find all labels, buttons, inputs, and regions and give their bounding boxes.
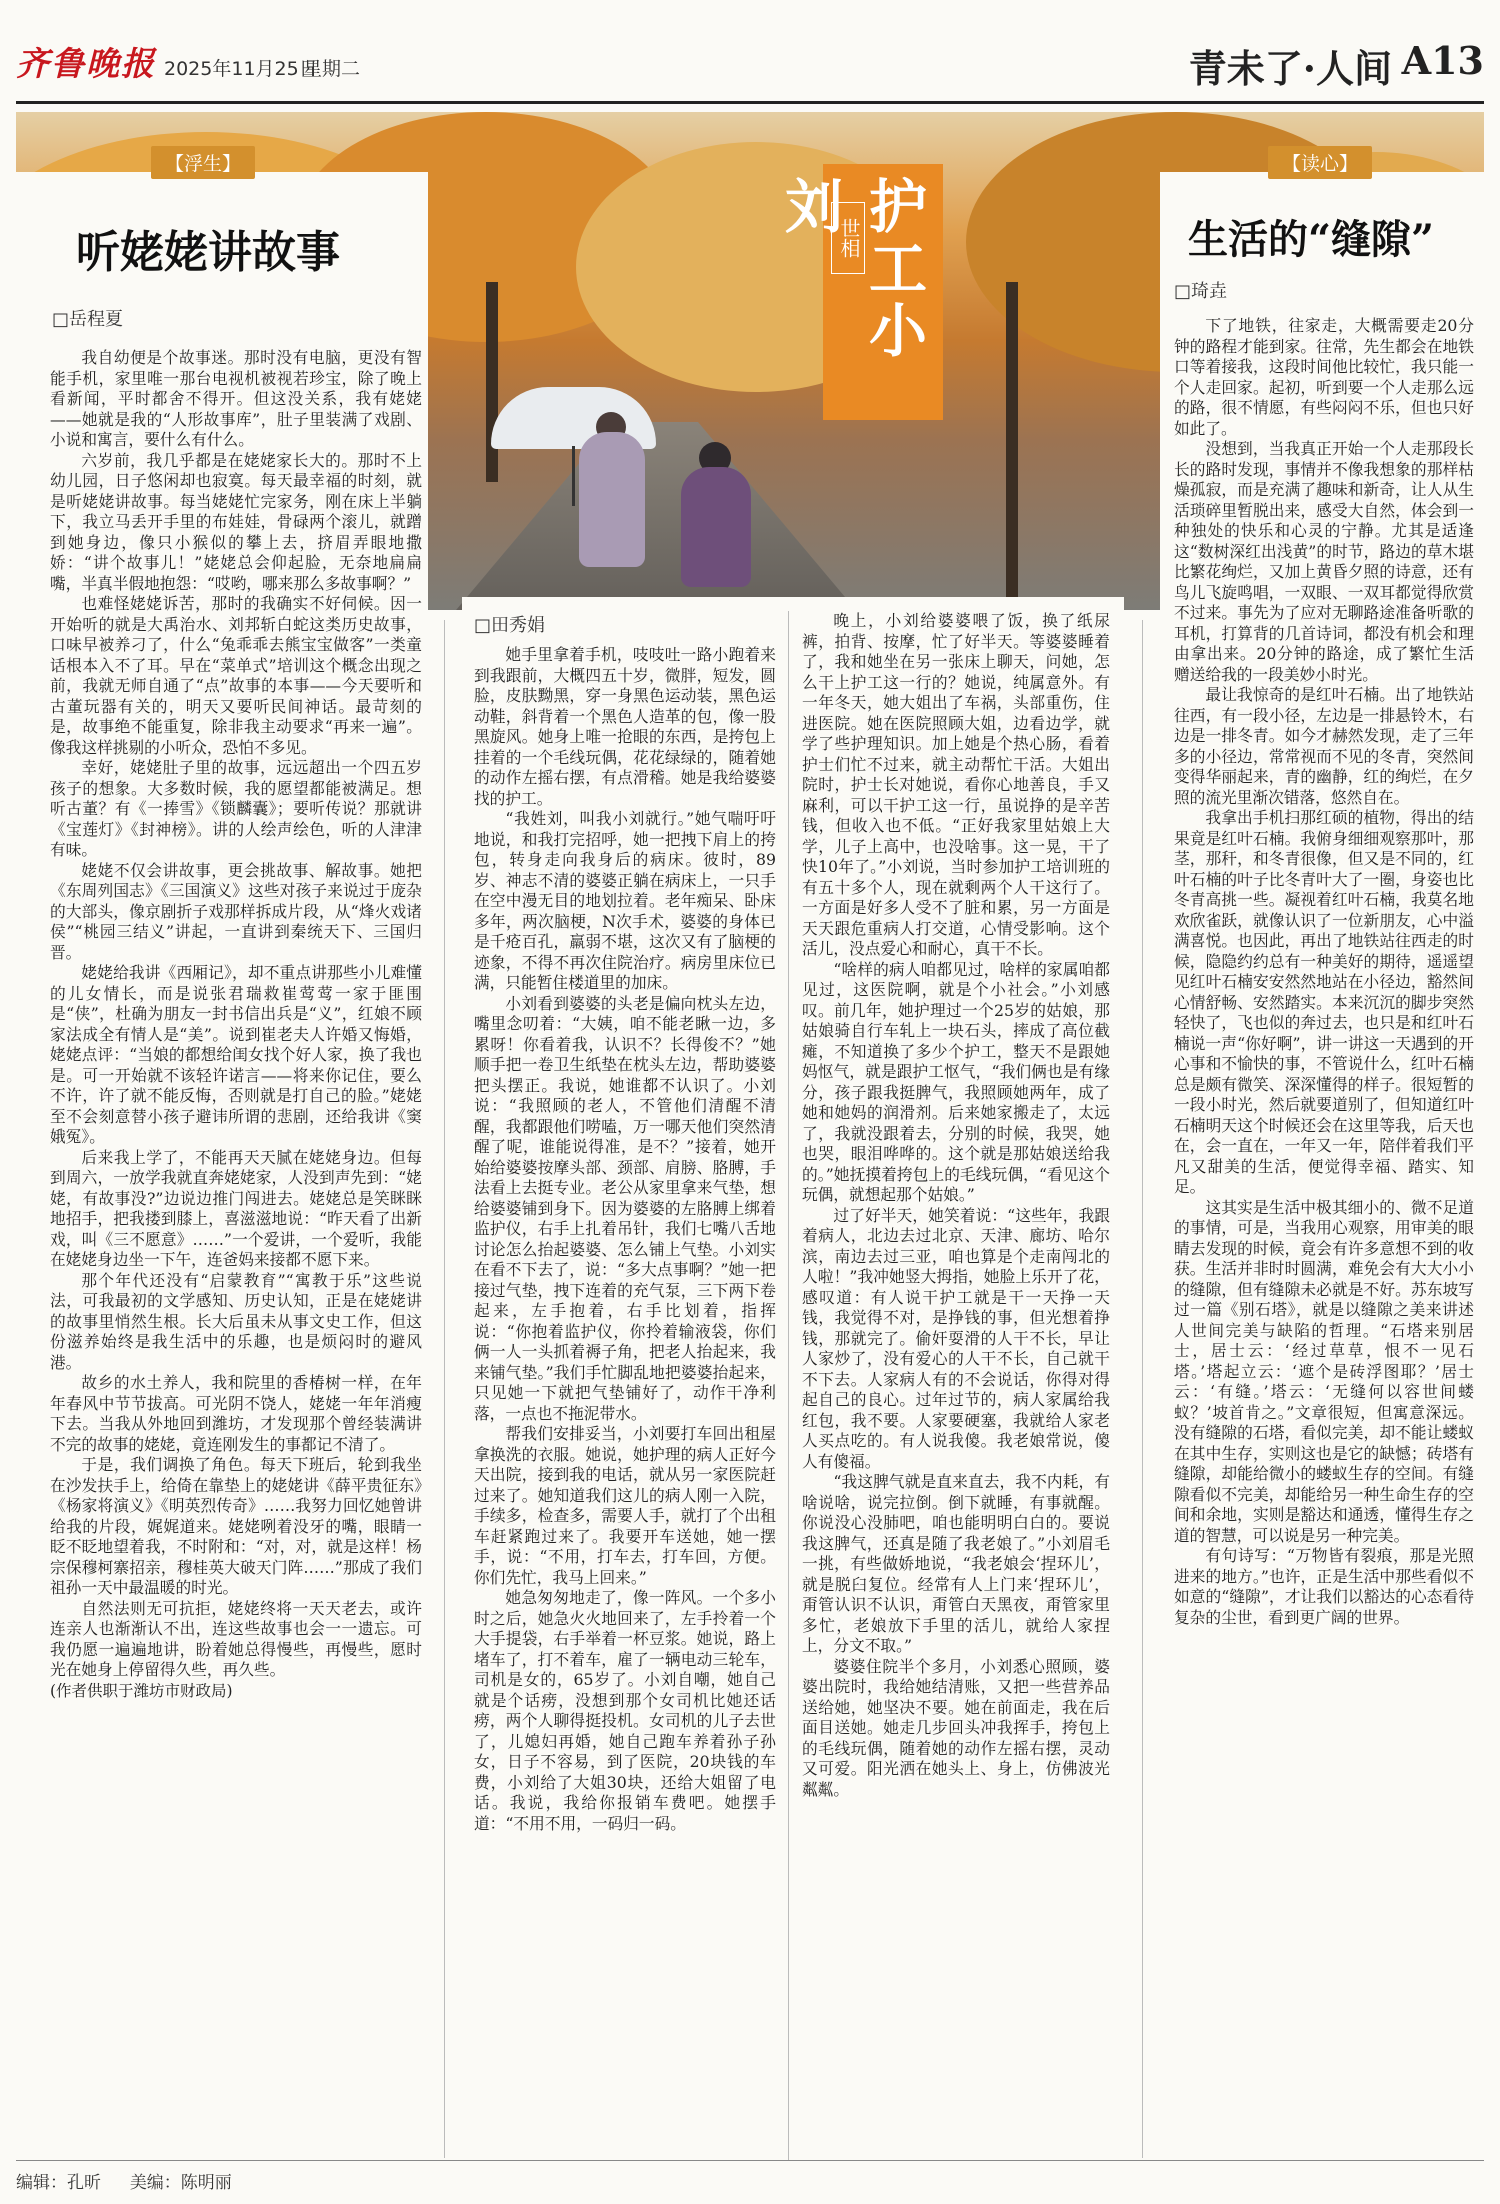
article-body	[50, 348, 422, 1701]
paragraph: 最让我惊奇的是红叶石楠。出了地铁站往西，有一段小径，左边是一排悬铃木，右边是一排冬青。如今才赫然发现，走了三年多的小径边，常常视而不见的冬青，突然间变得华丽起来，青的幽静，红的绚烂，在夕照的流光里渐次错落，悠然自在。	[1174, 685, 1474, 807]
column-divider	[444, 620, 445, 2158]
paragraph: “我姓刘，叫我小刘就行。”她气喘吁吁地说，和我打完招呼，她一把拽下肩上的挎包，转身走向我身后的病床。彼时，89岁、神志不清的婆婆正躺在病床上，一只手在空中漫无目的地划拉着。老年痴呆、卧床多年，两次脑梗，N次手术，婆婆的身体已是千疮百孔，羸弱不堪，这次又有了脑梗的迹象，不得不再次住院治疗。病房里床位已满，只能暂住楼道里的加床。	[474, 809, 776, 992]
article-body	[1174, 316, 1474, 1628]
paragraph: 下了地铁，往家走，大概需要走20分钟的路程才能到家。往常，先生都会在地铁口等着接我，这段时间他比较忙，我只能一个人走回家。起初，听到要一个人走那么远的路，很不情愿，有些闷闷不乐，但也只好如此了。	[1174, 316, 1474, 438]
header-divider	[16, 101, 1484, 104]
designer-credit: 美编：陈明丽	[129, 2173, 232, 2193]
article-body-col2	[802, 611, 1110, 1800]
paragraph: 她急匆匆地走了，像一阵风。一个多小时之后，她急火火地回来了，左手拎着一个大手提袋，右手举着一杯豆浆。她说，路上堵车了，打不着车，雇了一辆电动三轮车，司机是女的，65岁了。小刘自嘲，她自己就是个话痨，没想到那个女司机比她还话痨，两个人聊得挺投机。女司机的儿子去世了，儿媳妇再婚，她自己跑车养着孙子孙女，日子不容易，到了医院，20块钱的车费，小刘给了大姐30块，还给大姐留了电话。我说，我给你报销车费吧。她摆手道：“不用不用，一码归一码。	[474, 1588, 776, 1833]
article-title: 听姥姥讲故事	[76, 227, 340, 278]
paragraph: 没想到，当我真正开始一个人走那段长长的路时发现，事情并不像我想象的那样枯燥孤寂，而是充满了趣味和新奇，让人从生活琐碎里暂脱出来，感受大自然，体会到一种独处的快乐和心灵的宁静。尤其是适逢这“数树深红出浅黄”的时节，路边的草木堪比繁花绚烂，又加上黄昏夕照的诗意，还有鸟儿飞旋鸣唱，一双眼、一双耳都觉得欣赏不过来。事先为了应对无聊路途准备听歌的耳机，打算背的几首诗词，都没有机会和理由拿出来。20分钟的路途，成了繁忙生活赠送给我的一段美妙小时光。	[1174, 439, 1474, 684]
paragraph: 自然法则无可抗拒，姥姥终将一天天老去，或许连亲人也渐渐认不出，连这些故事也会一一遗忘。可我仍愿一遍遍地讲，盼着她总得慢些，再慢些，愿时光在她身上停留得久些，再久些。	[50, 1598, 422, 1679]
paragraph: 那个年代还没有“启蒙教育”“寓教于乐”这些说法，可我最初的文学感知、历史认知，正是在姥姥讲的故事里悄然生根。长大后虽未从事文史工作，但这份滋养始终是我生活中的乐趣，也是烦闷时的避风港。	[50, 1270, 422, 1372]
paragraph: 六岁前，我几乎都是在姥姥家长大的。那时不上幼儿园，日子悠闲却也寂寞。每天最幸福的时刻，就是听姥姥讲故事。每当姥姥忙完家务，刚在床上半躺下，我立马丢开手里的布娃娃，骨碌两个滚儿，就蹭到她身边，像只小猴似的攀上去，挤眉弄眼地撒娇：“讲个故事儿！”姥姥总会仰起脸，无奈地扁扁嘴，半真半假地抱怨：“哎哟，哪来那么多故事啊？”	[50, 450, 422, 593]
paragraph: 姥姥不仅会讲故事，更会挑故事、解故事。她把《东周列国志》《三国演义》这些对孩子来说过于庞杂的大部头，像京剧折子戏那样拆成片段，从“烽火戏诸侯”“桃园三结义”讲起，一直讲到秦统天下、三国归晋。	[50, 860, 422, 962]
paragraph: 我拿出手机扫那红硕的植物，得出的结果竟是红叶石楠。我俯身细细观察那叶，那茎，那秆，和冬青很像，但又是不同的，红叶石楠的叶子比冬青叶大了一圈，身姿也比冬青高挑一些。凝视着红叶石楠，我莫名地欢欣雀跃，就像认识了一位新朋友，心中溢满喜悦。也因此，再出了地铁站往西走的时候，隐隐约约总有一种美好的期待，遥遥望见红叶石楠安安然然地站在小径边，豁然间心情舒畅、安然踏实。本来沉沉的脚步突然轻快了，飞也似的奔过去，也只是和红叶石楠说一声“你好啊”，讲一讲这一天遇到的开心事和不愉快的事，不管说什么，红叶石楠总是颇有微笑、深深懂得的样子。很短暂的一段小时光，然后就要道别了，但知道红叶石楠明天这个时候还会在这里等我，后天也在，会一直在，一年又一年，陪伴着我们平凡又甜美的生活，便觉得幸福、踏实、知足。	[1174, 808, 1474, 1196]
section-tag: 【读心】	[1268, 146, 1372, 179]
article-author: □琦垚	[1174, 281, 1228, 302]
paragraph: 姥姥给我讲《西厢记》，却不重点讲那些小儿难懂的儿女情长，而是说张君瑞救崔莺莺一家于匪围是“侠”，杜确为朋友一封书信出兵是“义”，红娘不顾家法成全有情人是“美”。说到崔老夫人许婚又悔婚，姥姥点评：“当娘的都想给闺女找个好人家，换了我也是。可一开始就不该轻许诺言——将来你记住，要么不许，许了就不能反悔，否则就是打自己的脸。”姥姥至不会刻意替小孩子避讳所谓的悲剧，还给我讲《窦娥冤》。	[50, 963, 422, 1146]
page-footer	[16, 2168, 232, 2193]
author-note: (作者供职于潍坊市财政局)	[50, 1681, 233, 1700]
article-body-col1	[474, 645, 776, 1834]
article-title: 生活的“缝隙”	[1188, 216, 1435, 263]
section-tag: 世相	[831, 202, 865, 274]
article-author: □田秀娟	[474, 615, 546, 636]
editor-credit: 编辑：孔昕	[16, 2173, 101, 2193]
paragraph: 过了好半天，她笑着说：“这些年，我跟着病人，北边去过北京、天津、廊坊、哈尔滨，南边去过三亚，咱也算是个走南闯北的人啦！”我冲她竖大拇指，她脸上乐开了花，感叹道：有人说干护工就是干一天挣一天钱，我觉得不对，是挣钱的事，但光想着挣钱，那就完了。偷奸耍滑的人干不长，早让人家炒了，没有爱心的人干不长，自己就干不下去。人家病人有的不会说话，你得对得起自己的良心。过年过节的，病人家属给我红包，我不要。人家要硬塞，我就给人家老人买点吃的。有人说我傻。我老娘常说，傻人有傻福。	[802, 1205, 1110, 1471]
paragraph: 幸好，姥姥肚子里的故事，远远超出一个四五岁孩子的想象。大多数时候，我的愿望都能被满足。想听古董？有《一捧雪》《锁麟囊》；要听传说？那就讲《宝莲灯》《封神榜》。讲的人绘声绘色，听的人津津有味。	[50, 758, 422, 859]
paragraph: 小刘看到婆婆的头老是偏向枕头左边，嘴里念叨着：“大姨，咱不能老瞅一边，多累呀！你看着我，认识不？长得俊不？”她顺手把一卷卫生纸垫在枕头左边，帮助婆婆把头摆正。我说，她谁都不认识了。小刘说：“我照顾的老人，不管他们清醒不清醒，我都跟他们唠嗑，万一哪天他们突然清醒了呢，谁能说得准，是不？”接着，她开始给婆婆按摩头部、颈部、肩膀、胳膊，手法看上去挺专业。老公从家里拿来气垫，想给婆婆铺到身下。因为婆婆的左胳膊上绑着监护仪，右手上扎着吊针，我们七嘴八舌地讨论怎么抬起婆婆、怎么铺上气垫。小刘实在看不下去了，说：“多大点事啊？”她一把接过气垫，拽下连着的充气泵，三下两下卷起来，左手抱着，右手比划着，指挥说：“你抱着监护仪，你拎着输液袋，你们俩一人一头抓着褥子角，把老人抬起来，我来铺气垫。”我们手忙脚乱地把婆婆抬起来，只见她一下就把气垫铺好了，动作干净利落，一点也不拖泥带水。	[474, 993, 776, 1423]
paragraph: 帮我们安排妥当，小刘要打车回出租屋拿换洗的衣服。她说，她护理的病人正好今天出院，接到我的电话，就从另一家医院赶过来了。她知道我们这儿的病人刚一入院，手续多，检查多，需要人手，就打了个出租车赶紧跑过来了。我要开车送她，她一摆手，说：“不用，打车去，打车回，方便。你们先忙，我马上回来。”	[474, 1424, 776, 1587]
paragraph: “我这脾气就是直来直去，我不内耗，有啥说啥，说完拉倒。倒下就睡，有事就醒。你说没心没肺吧，咱也能明明白白的。要说我这脾气，还真是随了我老娘了。”小刘眉毛一挑，有些做娇地说，“我老娘会‘捏环儿’，就是脱臼复位。经常有人上门来‘捏环儿’，甭管认识不认识，甭管白天黑夜，甭管家里多忙，老娘放下手里的活儿，就给人家捏上，分文不取。”	[802, 1472, 1110, 1655]
middle-article	[462, 597, 1124, 2162]
column-divider	[788, 611, 789, 2161]
column-divider	[1142, 620, 1143, 2158]
paragraph: 于是，我们调换了角色。每天下班后，轮到我坐在沙发扶手上，给倚在靠垫上的姥姥讲《薛平贵征东》《杨家将演义》《明英烈传奇》……我努力回忆她曾讲给我的片段，娓娓道来。姥姥咧着没牙的嘴，眼睛一眨不眨地望着我，不时附和：“对，对，就是这样！杨宗保穆柯寨招亲，穆桂英大破天门阵……”那成了我们祖孙一天中最温暖的时光。	[50, 1455, 422, 1597]
article-author: □岳程夏	[52, 309, 124, 330]
paragraph: 也难怪姥姥诉苦，那时的我确实不好伺候。因一开始听的就是大禹治水、刘邦斩白蛇这类历史故事，口味早被养刁了，什么“兔乖乖去熊宝宝做客”一类童话根本入不了耳。早在“菜单式”培训这个概念出现之前，我就无师自通了“点”故事的本事——今天要听和古董玩器有关的，明天又要听民间神话。最苛刻的是，故事绝不能重复，除非我主动要求“再来一遍”。像我这样挑剔的小听众，恐怕不多见。	[50, 594, 422, 757]
section-tag: 【浮生】	[151, 146, 255, 179]
footer-divider	[16, 2160, 1484, 2161]
paragraph: 婆婆住院半个多月，小刘悉心照顾，婆婆出院时，我给她结清账，又把一些营养品送给她，她坚决不要。她在前面走，我在后面目送她。她走几步回头冲我挥手，挎包上的毛线玩偶，随着她的动作左摇右摆，灵动又可爱。阳光洒在她头上、身上，仿佛波光粼粼。	[802, 1656, 1110, 1799]
paragraph: “啥样的病人咱都见过，啥样的家属咱都见过，这医院啊，就是个小社会。”小刘感叹。前几年，她护理过一个25岁的姑娘，那姑娘骑自行车轧上一块石头，摔成了高位截瘫，不知道换了多少个护工，整天不是跟她妈怄气，就是跟护工怄气，“我们俩也是有缘分，孩子跟我挺脾气，我照顾她两年，成了她和她妈的润滑剂。后来她家搬走了，太远了，我就没跟着去，分别的时候，我哭，她也哭，眼泪哗哗的。这个就是那姑娘送给我的。”她抚摸着挎包上的毛线玩偶，“看见这个玩偶，就想起那个姑娘。”	[802, 959, 1110, 1204]
left-article	[16, 153, 428, 2162]
section-name: 青未了·人间	[1188, 46, 1392, 91]
issue-weekday: 星期二	[303, 58, 361, 80]
right-article	[1160, 153, 1484, 2162]
paragraph: 有句诗写：“万物皆有裂痕，那是光照进来的地方。”也许，正是生活中那些看似不如意的“缝隙”，才让我们以豁达的心态看待复杂的尘世，看到更广阔的世界。	[1174, 1546, 1474, 1627]
paragraph: 她手里拿着手机，吱吱吐一路小跑着来到我跟前，大概四五十岁，微胖，短发，圆脸，皮肤黝黑，穿一身黑色运动装，黑色运动鞋，斜背着一个黑色人造革的包，像一股黑旋风。她身上唯一抢眼的东西，是挎包上挂着的一个毛线玩偶，花花绿绿的，随着她的动作左摇右摆，有点滑稽。她是我给婆婆找的护工。	[474, 645, 776, 808]
paragraph: 这其实是生活中极其细小的、微不足道的事情，可是，当我用心观察，用审美的眼睛去发现的时候，竟会有许多意想不到的收获。生活并非时时圆满，难免会有大大小小的缝隙，但有缝隙未必就是不好。苏东坡写过一篇《别石塔》，就是以缝隙之美来讲述人世间完美与缺陷的哲理。“石塔来别居士，居士云：‘经过草草，恨不一见石塔。’塔起立云：‘遮个是砖浮图耶？’居士云：‘有缝。’塔云：‘无缝何以容世间蝼蚁？’坡首肯之。”文章很短，但寓意深远。没有缝隙的石塔，看似完美，却不能让蝼蚁在其中生存，实则这也是它的缺憾；砖塔有缝隙，却能给微小的蝼蚁生存的空间。有缝隙看似不完美，却能给另一种生命生存的空间和余地，实则是豁达和通透，懂得生存之道的智慧，可以说是另一种完美。	[1174, 1197, 1474, 1545]
newspaper-masthead: 齐鲁晚报	[16, 44, 156, 83]
middle-article-banner	[775, 164, 943, 420]
paragraph: 晚上，小刘给婆婆喂了饭，换了纸尿裤，拍背、按摩，忙了好半天。等婆婆睡着了，我和她坐在另一张床上聊天，问她，怎么干上护工这一行的？她说，纯属意外。有一年冬天，她大姐出了车祸，头部重伤，住进医院。她在医院照顾大姐，边看边学，就学了些护理知识。加上她是个热心肠，看着护士们忙不过来，就主动帮忙干活。大姐出院时，护士长对她说，看你心地善良，手又麻利，可以干护工这一行，虽说挣的是辛苦钱，但收入也不低。“正好我家里姑娘上大学，儿子上高中，也没啥事。这一晃，干了快10年了。”小刘说，当时参加护工培训班的有五十多个人，现在就剩两个人干这行了。一方面是好多人受不了脏和累，另一方面是天天跟危重病人打交道，心情受影响。这个活儿，没点爱心和耐心，真干不长。	[802, 611, 1110, 958]
issue-date: 2025年11月25日	[164, 58, 318, 80]
paragraph: 后来我上学了，不能再天天腻在姥姥身边。但每到周六，一放学我就直奔姥姥家，人没到声先到：“姥姥，有故事没?”边说边推门闯进去。姥姥总是笑眯眯地招手，把我搂到膝上，喜滋滋地说：“昨天看了出新戏，叫《三不愿意》……”一个爱讲，一个爱听，我能在姥姥身边坐一下午，连爸妈来接都不愿下来。	[50, 1147, 422, 1269]
page-number: A13	[1401, 38, 1484, 83]
paragraph: 故乡的水土养人，我和院里的香椿树一样，在年年春风中节节拔高。可光阴不饶人，姥姥一年年消瘦下去。当我从外地回到潍坊，才发现那个曾经装满讲不完的故事的姥姥，竟连刚发生的事都记不清了。	[50, 1373, 422, 1454]
article-title: 护工小刘	[775, 176, 927, 362]
paragraph: 我自幼便是个故事迷。那时没有电脑，更没有智能手机，家里唯一那台电视机被视若珍宝，除了晚上看新闻，平时都舍不得开。但这没关系，我有姥姥——她就是我的“人形故事库”，肚子里装满了戏剧、小说和寓言，要什么有什么。	[50, 348, 422, 449]
page-header	[16, 30, 1484, 104]
